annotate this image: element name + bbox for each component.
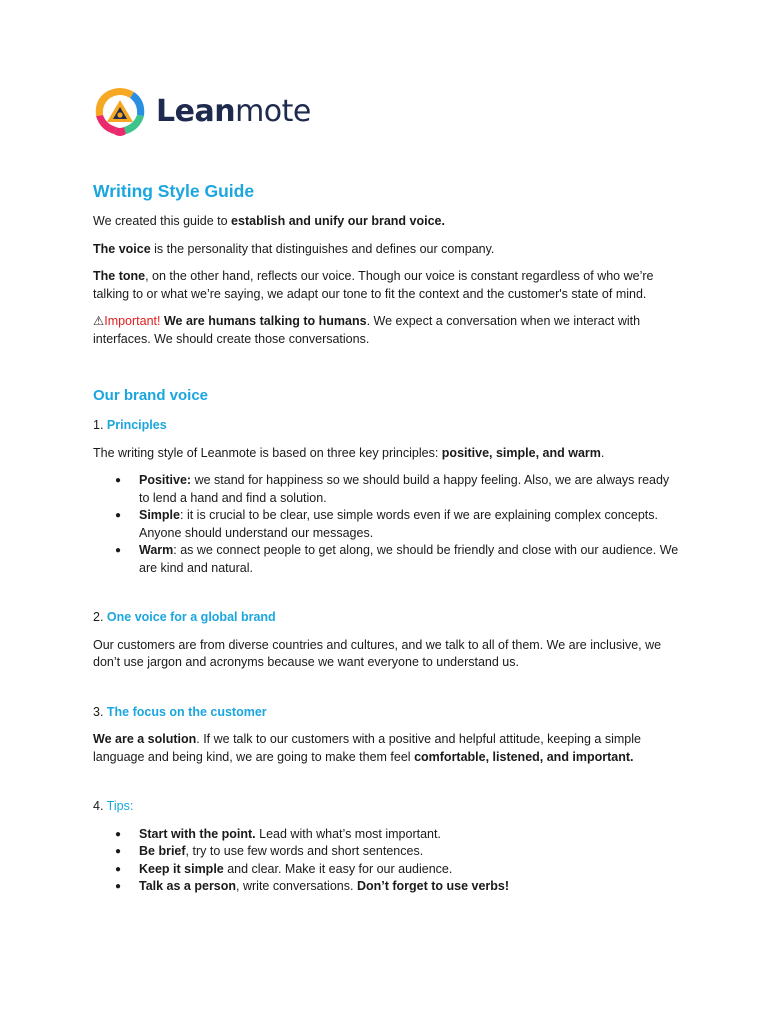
customer-focus-paragraph	[93, 731, 683, 766]
section-title: Principles	[106, 418, 167, 432]
list-item	[93, 826, 683, 844]
list-item	[93, 542, 683, 577]
principles-list	[93, 472, 683, 577]
brand-voice-heading: Our brand voice	[93, 387, 209, 404]
section-number: 1.	[93, 418, 107, 432]
important-text: . We expect a conversation when we interact with interfaces. We should create those conversations.	[93, 314, 641, 346]
section-global-brand-heading	[93, 609, 683, 627]
list-item-bold: Positive:	[139, 473, 192, 487]
intro-p2-text: is the personality that distinguishes and defines our company.	[150, 241, 495, 256]
intro-p1-bold: establish and unify our brand voice.	[231, 214, 445, 228]
section-principles-heading	[93, 417, 683, 435]
section-number: 4.	[93, 799, 107, 813]
principles-bold: positive, simple, and warm	[441, 445, 601, 460]
list-item	[93, 472, 683, 507]
list-item-text: , write conversations.	[236, 879, 357, 893]
list-item	[93, 861, 683, 879]
list-item-bold: Simple	[139, 508, 180, 522]
section-title: The focus on the customer	[106, 704, 267, 719]
list-item	[93, 843, 683, 861]
list-item-bold-end: Don’t forget to use verbs!	[356, 879, 510, 893]
principles-text: The writing style of Leanmote is based on three key principles:	[93, 445, 442, 460]
intro-paragraph-1	[93, 213, 683, 231]
list-item-bold: Be brief	[139, 844, 186, 858]
list-item-bold: Keep it simple	[139, 861, 224, 876]
intro-paragraph-3	[93, 268, 683, 303]
document-body	[93, 180, 683, 906]
section-tips-heading	[93, 798, 683, 816]
important-label: Important!	[104, 314, 161, 328]
global-brand-paragraph: Our customers are from diverse countries and cultures, and we talk to all of them. We are inclusive, we don’t use jargon and acronyms because we want everyone to understand us.	[93, 637, 662, 669]
intro-paragraph-2	[93, 241, 683, 259]
customer-focus-text: . If we talk to our customers with a positive and helpful attitude, keeping a simple language and being kind, we are going to make them feel	[93, 732, 641, 764]
logo-wordmark-light: mote	[235, 94, 311, 129]
customer-focus-bold-end: comfortable, listened, and important.	[414, 749, 634, 764]
logo-wordmark-bold: Lean	[156, 94, 236, 129]
list-item	[93, 878, 683, 896]
list-item-bold: Start with the point.	[139, 826, 256, 841]
page-title: Writing Style Guide	[93, 181, 255, 201]
section-title: One voice for a global brand	[106, 610, 276, 624]
customer-focus-bold: We are a solution	[93, 732, 197, 746]
important-bold: We are humans talking to humans	[160, 314, 367, 328]
intro-p1-text: We created this guide to	[93, 214, 232, 228]
logo-wordmark	[156, 86, 311, 138]
list-item-text: : as we connect people to get along, we should be friendly and close with our audience. We are kind and natural.	[139, 543, 679, 575]
principles-paragraph	[93, 445, 683, 463]
intro-p3-text: , on the other hand, reflects our voice. Though our voice is constant regardless of who we’re talking to or what we’re saying, we adapt our tone to fit the context and the customer's state of mind.	[93, 269, 654, 301]
list-item-text: : it is crucial to be clear, use simple words even if we are explaining complex concepts. Anyone should understand our messages.	[139, 508, 659, 540]
list-item-text: , try to use few words and short sentences.	[185, 844, 424, 858]
list-item-bold: Talk as a person	[139, 879, 237, 893]
section-number: 3.	[93, 704, 107, 719]
warning-icon: ⚠	[93, 314, 105, 328]
leanmote-logo-icon	[92, 86, 148, 138]
important-note	[93, 313, 683, 348]
principles-end: .	[600, 445, 605, 460]
list-item-text: and clear. Make it easy for our audience.	[223, 861, 453, 876]
section-title: Tips:	[106, 799, 134, 813]
list-item-bold: Warm	[139, 543, 174, 557]
list-item	[93, 507, 683, 542]
tips-list	[93, 826, 683, 896]
list-item-text: Lead with what’s most important.	[255, 826, 441, 841]
section-customer-focus-heading	[93, 704, 683, 722]
leanmote-logo	[92, 86, 311, 138]
intro-p2-bold: The voice	[93, 241, 151, 256]
list-item-text: we stand for happiness so we should build a happy feeling. Also, we are always ready to lend a hand and find a solution.	[139, 473, 670, 505]
intro-p3-bold: The tone	[93, 269, 146, 283]
section-number: 2.	[93, 610, 107, 624]
